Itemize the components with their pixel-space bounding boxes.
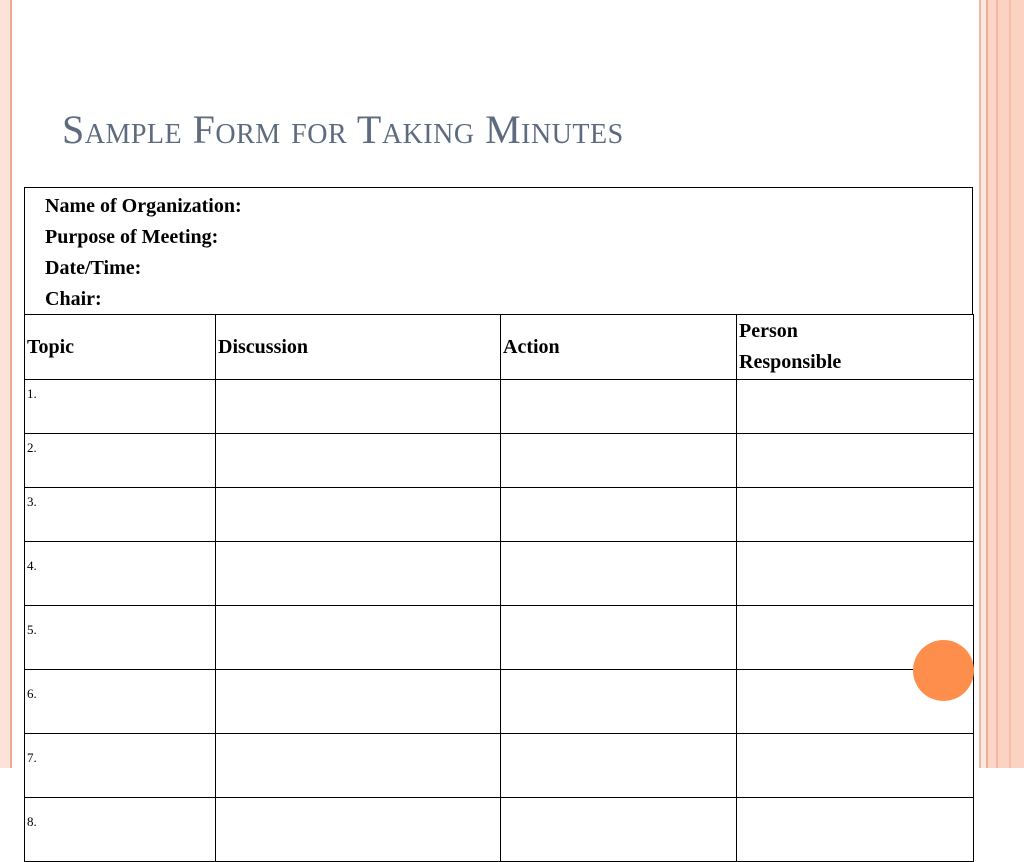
person-cell[interactable] <box>737 488 974 542</box>
table-header-row <box>25 315 974 380</box>
topic-column-header: Topic <box>25 315 216 380</box>
row-number: 8. <box>25 798 216 862</box>
table-row <box>25 380 974 434</box>
discussion-cell[interactable] <box>216 670 501 734</box>
row-number: 1. <box>25 380 216 434</box>
table-row <box>25 798 974 862</box>
action-cell[interactable] <box>501 606 737 670</box>
discussion-cell[interactable] <box>216 380 501 434</box>
action-cell[interactable] <box>501 542 737 606</box>
discussion-cell[interactable] <box>216 734 501 798</box>
row-number: 2. <box>25 434 216 488</box>
discussion-cell[interactable] <box>216 488 501 542</box>
discussion-column-header: Discussion <box>216 315 501 380</box>
person-responsible-column-header <box>737 315 974 380</box>
action-cell[interactable] <box>501 380 737 434</box>
row-number: 5. <box>25 606 216 670</box>
organization-label: Name of Organization: <box>45 195 242 217</box>
action-cell[interactable] <box>501 434 737 488</box>
action-cell[interactable] <box>501 734 737 798</box>
person-cell[interactable] <box>737 734 974 798</box>
right-border-stripe <box>1009 0 1011 768</box>
table-row <box>25 670 974 734</box>
row-number: 3. <box>25 488 216 542</box>
row-number: 7. <box>25 734 216 798</box>
right-border-stripe <box>988 0 996 768</box>
table-row <box>25 488 974 542</box>
table-row <box>25 606 974 670</box>
person-cell[interactable] <box>737 380 974 434</box>
row-number: 6. <box>25 670 216 734</box>
table-row <box>25 734 974 798</box>
person-cell[interactable] <box>737 798 974 862</box>
discussion-cell[interactable] <box>216 542 501 606</box>
action-cell[interactable] <box>501 670 737 734</box>
slide-title: Sample Form for Taking Minutes <box>62 107 624 152</box>
person-cell[interactable] <box>737 434 974 488</box>
datetime-label: Date/Time: <box>45 257 142 279</box>
table-row <box>25 542 974 606</box>
discussion-cell[interactable] <box>216 606 501 670</box>
discussion-cell[interactable] <box>216 434 501 488</box>
meeting-info-box <box>24 187 973 315</box>
minutes-table <box>24 314 974 862</box>
person-header-line1: Person <box>739 320 798 342</box>
chair-label: Chair: <box>45 288 102 310</box>
left-border-line <box>10 0 12 768</box>
action-cell[interactable] <box>501 488 737 542</box>
right-border-stripe <box>998 0 1024 768</box>
action-cell[interactable] <box>501 798 737 862</box>
person-header-line2: Responsible <box>739 351 842 373</box>
orange-circle-decoration <box>913 640 974 701</box>
discussion-cell[interactable] <box>216 798 501 862</box>
purpose-label: Purpose of Meeting: <box>45 226 219 248</box>
row-number: 4. <box>25 542 216 606</box>
table-row <box>25 434 974 488</box>
person-cell[interactable] <box>737 542 974 606</box>
action-column-header: Action <box>501 315 737 380</box>
